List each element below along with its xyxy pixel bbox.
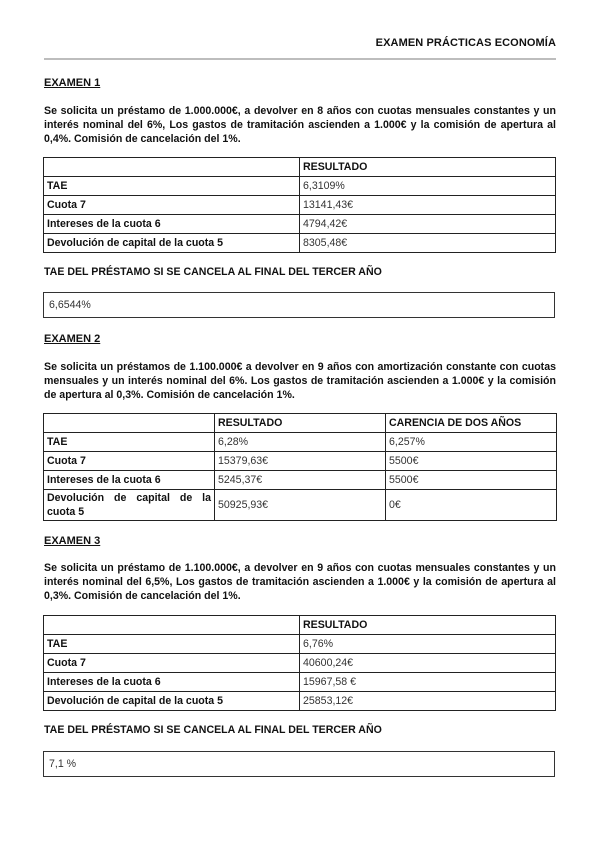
row-value: 5245,37€ [215,471,386,490]
exam2-title: EXAMEN 2 [44,333,101,345]
row-label: TAE [44,635,300,654]
grace-column-header: CARENCIA DE DOS AÑOS [386,414,557,433]
row-label: Devolución de capital de la cuota 5 [44,490,215,521]
row-label: TAE [44,433,215,452]
table-row [44,471,557,490]
row-value: 25853,12€ [300,692,556,711]
table-row [44,433,557,452]
exam1-statement: Se solicita un préstamo de 1.000.000€, a devolver en 8 años con cuotas mensuales constantes y un interés nominal del 6%, Los gastos de tramitación ascienden a 1.000€ y la comisión de apertura al 0,4%. Comisión de cancelación del 1%. [44,105,556,145]
row-grace-value: 5500€ [386,452,557,471]
row-value: 40600,24€ [300,654,556,673]
row-grace-value: 6,257% [386,433,557,452]
row-label: Intereses de la cuota 6 [44,471,215,490]
header-divider [44,58,556,60]
exam3-tae-question: TAE DEL PRÉSTAMO SI SE CANCELA AL FINAL DEL TERCER AÑO [44,724,382,736]
row-label: Intereses de la cuota 6 [44,215,300,234]
table-row [44,177,556,196]
row-label: Cuota 7 [44,196,300,215]
exam1-title: EXAMEN 1 [44,77,101,89]
row-grace-value: 5500€ [386,471,557,490]
row-value: 13141,43€ [300,196,556,215]
exam2-statement: Se solicita un préstamos de 1.100.000€ a devolver en 9 años con amortización constante con cuotas mensuales y un interés nominal del 6%. Los gastos de tramitación ascienden a 1.000€ y la comisión de apertura al 0,3%. Comisión de cancelación 1%. [44,361,556,401]
row-grace-value: 0€ [386,490,557,521]
exam3-title: EXAMEN 3 [44,535,101,547]
result-column-header: RESULTADO [300,158,556,177]
result-column-header: RESULTADO [215,414,386,433]
row-label: Intereses de la cuota 6 [44,673,300,692]
row-value: 15379,63€ [215,452,386,471]
table-header-row [44,616,556,635]
exam2-results-table [43,413,557,521]
table-header-row [44,158,556,177]
row-value: 6,28% [215,433,386,452]
exam1-results-table [43,157,556,253]
empty-header-cell [44,158,300,177]
empty-header-cell [44,414,215,433]
table-row [44,635,556,654]
table-row [44,490,557,521]
exam3-statement: Se solicita un préstamo de 1.100.000€, a devolver en 9 años con cuotas mensuales constantes y un interés nominal del 6,5%, Los gastos de tramitación ascienden a 1.000€ y la comisión de apertura al 0,3%. Comisión de cancelación del 1%. [44,562,556,602]
table-row [44,673,556,692]
result-column-header: RESULTADO [300,616,556,635]
row-label: Devolución de capital de la cuota 5 [44,234,300,253]
row-value: 6,76% [300,635,556,654]
row-value: 50925,93€ [215,490,386,521]
exam3-tae-answer-box: 7,1 % [43,751,555,777]
table-row [44,452,557,471]
exam1-tae-answer-box: 6,6544% [43,292,555,318]
table-row [44,654,556,673]
exam1-tae-question: TAE DEL PRÉSTAMO SI SE CANCELA AL FINAL DEL TERCER AÑO [44,266,382,278]
row-value: 8305,48€ [300,234,556,253]
row-value: 6,3109% [300,177,556,196]
row-label: Cuota 7 [44,452,215,471]
page-header-title: EXAMEN PRÁCTICAS ECONOMÍA [375,37,556,49]
table-row [44,215,556,234]
table-row [44,234,556,253]
table-header-row [44,414,557,433]
row-value: 4794,42€ [300,215,556,234]
row-label: Devolución de capital de la cuota 5 [44,692,300,711]
row-label: Cuota 7 [44,654,300,673]
table-row [44,196,556,215]
row-label: TAE [44,177,300,196]
empty-header-cell [44,616,300,635]
row-value: 15967,58 € [300,673,556,692]
exam3-results-table [43,615,556,711]
table-row [44,692,556,711]
